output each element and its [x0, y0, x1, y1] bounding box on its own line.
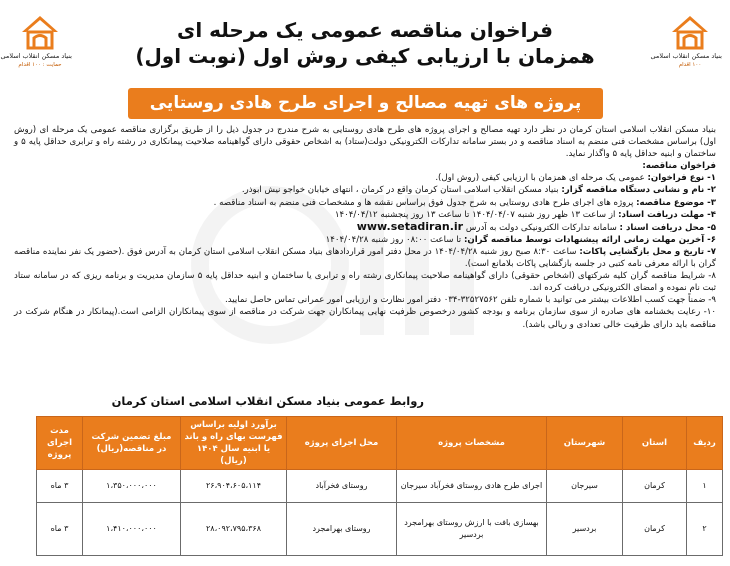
cell-project-location: روستای بهرامجرد: [287, 503, 397, 556]
table-row: [37, 503, 723, 556]
page-title: [90, 18, 640, 70]
item-8: ۸- شرایط مناقصه گران کلیه شرکتهای (اشخاص حقوقی) دارای گواهینامه صلاحیت پیمانکاری رشته راه و ترابری یا ساختمان و ابنیه حداقل پایه ۵ سازمان مدیریت و برنامه ریزی که در سامانه ستاد ثبت نام نموده و امضای الکترونیکی دریافت کرده اند.: [14, 271, 716, 294]
item-text: بنیاد مسکن انقلاب اسلامی استان کرمان واقع در کرمان ، انتهای خیابان خواجو نیش ابوذر.: [241, 185, 562, 196]
section-title: فراخوان مناقصه:: [642, 161, 716, 172]
item-text: پروژه های اجرای طرح هادی روستایی به شرح جدول فوق براساس نقشه ها و مشخصات فنی منضم به اسناد مناقصه .: [213, 197, 637, 208]
header-estimate: برآورد اولیه براساس فهرست بهای راه و باند یا ابنیه سال ۱۴۰۴ (ریال): [181, 417, 287, 470]
item-lead: ۴- مهلت دریافت اسناد:: [618, 209, 716, 220]
cell-duration: ۳ ماه: [37, 503, 83, 556]
item-lead: ۷- تاریخ و محل بازگشایی پاکات:: [579, 246, 716, 257]
cell-project-spec: اجرای طرح هادی روستای فخرآباد سیرجان: [397, 470, 547, 503]
item-text: ساعت ۸:۳۰ صبح روز شنبه ۱۴۰۴/۰۴/۲۸ در محل دفتر امور قراردادهای بنیاد مسکن انقلاب اسلامی استان کرمان به آدرس فوق .(حضور یک نفر نماینده مناقصه گران با ارائه معرفی نامه کتبی در جلسه بازگشایی پاکات بلامانع است).: [14, 246, 716, 270]
header-row-number: ردیف: [687, 417, 723, 470]
announcement-body: [14, 124, 716, 331]
logo-left-sub-caption: حمایت : ۱۰۰ اقدام: [18, 62, 62, 68]
item-lead: ۵- محل دریافت اسناد :: [619, 222, 716, 233]
logo-right: [650, 10, 722, 72]
logo-left-caption: بنیاد مسکن انقلاب اسلامی: [0, 52, 72, 60]
title-line-1: فراخوان مناقصه عمومی یک مرحله ای: [176, 18, 553, 42]
item-9: ۹- ضمناً جهت کسب اطلاعات بیشتر می توانید با شماره تلفن ۳۲۵۲۷۵۶۲-۰۳۴ دفتر امور نظارت و ارزیابی امور عمرانی تماس حاصل نمایید.: [225, 295, 716, 306]
table-row: [37, 470, 723, 503]
cell-guarantee: ۱،۳۵۰،۰۰۰،۰۰۰: [83, 470, 181, 503]
cell-estimate: ۲۸،۰۹۲،۷۹۵،۳۶۸: [181, 503, 287, 556]
item-text: از ساعت ۱۳ ظهر روز شنبه ۱۴۰۴/۰۴/۰۷ تا ساعت ۱۳ روز پنجشنبه ۱۴۰۴/۰۴/۱۲: [334, 209, 619, 220]
item-lead: ۲- نام و نشانی دستگاه مناقصه گزار:: [561, 185, 716, 196]
cell-duration: ۳ ماه: [37, 470, 83, 503]
item-1: [14, 172, 716, 184]
item-10: ۱۰- رعایت بخشنامه های صادره از سوی سازمان برنامه و بودجه کشور درخصوص ظرفیت نهایی پیمانکاران جهت شرکت در مناقصه از سوی پیمانکاران الزامی است.(پیمانکار در هنگام شرکت در مناقصه باید دارای ظرفیت خالی تعدادی و ریالی باشد).: [14, 307, 716, 330]
cell-project-location: روستای فخرآباد: [287, 470, 397, 503]
header-project-spec: مشخصات پروژه: [397, 417, 547, 470]
title-line-2: همزمان با ارزیابی کیفی روش اول (نوبت اول): [135, 44, 595, 68]
item-lead: ۱- نوع فراخوان:: [647, 173, 716, 184]
item-text: عمومی یک مرحله ای همزمان با ارزیابی کیفی (روش اول).: [435, 173, 648, 184]
header-duration: مدت اجرای پروژه: [37, 417, 83, 470]
housing-foundation-logo-icon: [16, 10, 64, 52]
header-guarantee: مبلغ تضمین شرکت در مناقصه(ریال): [83, 417, 181, 470]
cell-row-number: ۲: [687, 503, 723, 556]
item-2: [14, 184, 716, 196]
public-relations-signature: روابط عمومی بنیاد مسکن انقلاب اسلامی استان کرمان: [111, 394, 424, 408]
housing-foundation-logo-icon: [666, 10, 714, 52]
cell-city: سیرجان: [547, 470, 623, 503]
intro-paragraph: بنیاد مسکن انقلاب اسلامی استان کرمان در نظر دارد تهیه مصالح و اجرای پروژه های طرح هادی روستایی به شرح مندرج در جدول ذیل را از طریق برگزاری مناقصه عمومی یک مرحله ای (روش اول) براساس مشخصات فنی منضم به اسناد مناقصه و در بستر سامانه تدارکات الکترونیکی دولت(ستاد) به اشخاص حقوقی دارای گواهینامه صلاحیت پیمانکاری در رشته راه و ترابری حداقل پایه ۵ و ساختمان و ابنیه حداقل پایه ۵ واگذار نماید.: [14, 125, 716, 160]
logo-right-sub-caption: ۱۰۰ اقدام: [678, 62, 702, 68]
item-lead: ۶- آخرین مهلت زمانی ارائه پیشنهادات توسط مناقصه گران:: [463, 234, 716, 245]
cell-city: بردسیر: [547, 503, 623, 556]
cell-province: کرمان: [623, 470, 687, 503]
item-text: سامانه تدارکات الکترونیکی دولت به آدرس: [463, 222, 620, 233]
item-3: [14, 197, 716, 209]
item-7: [14, 246, 716, 270]
item-5: [14, 221, 716, 234]
header-project-location: محل اجرای پروژه: [287, 417, 397, 470]
projects-table: [36, 416, 723, 556]
cell-row-number: ۱: [687, 470, 723, 503]
cell-estimate: ۲۶،۹۰۴،۶۰۵،۱۱۴: [181, 470, 287, 503]
logo-left: [0, 10, 72, 72]
cell-project-spec: بهسازی بافت با ارزش روستای بهرامجرد بردسیر: [397, 503, 547, 556]
cell-guarantee: ۱،۴۱۰،۰۰۰،۰۰۰: [83, 503, 181, 556]
table-header-row: [37, 417, 723, 470]
item-6: [14, 234, 716, 246]
setad-link[interactable]: www.setadiran.ir: [356, 219, 464, 233]
logo-right-caption: بنیاد مسکن انقلاب اسلامی: [650, 52, 722, 60]
header-province: استان: [623, 417, 687, 470]
item-text: تا ساعت ۰۸:۰۰ روز شنبه ۱۴۰۴/۰۴/۲۸: [325, 234, 464, 245]
cell-province: کرمان: [623, 503, 687, 556]
project-banner: پروژه های تهیه مصالح و اجرای طرح هادی روستایی: [128, 88, 603, 119]
item-lead: ۳- موضوع مناقصه:: [636, 197, 716, 208]
header-city: شهرستان: [547, 417, 623, 470]
